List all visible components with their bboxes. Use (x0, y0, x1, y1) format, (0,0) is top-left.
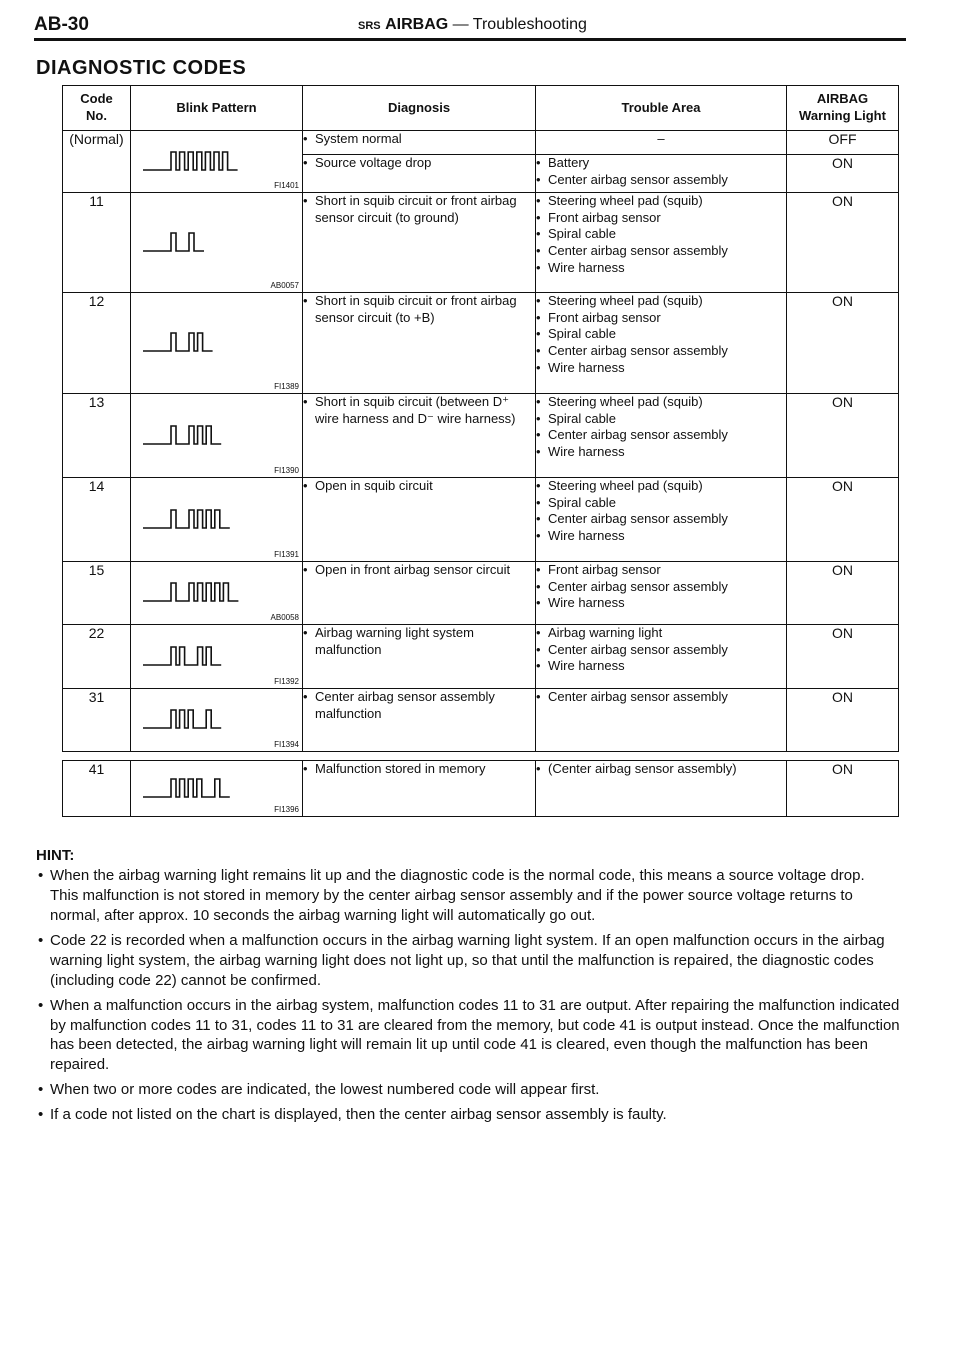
diagnosis-cell-item: • Short in squib circuit (between D⁺ wire harness and D⁻ wire harness) (303, 394, 535, 427)
blink-pattern-waveform (143, 333, 213, 351)
code-cell: 14 (63, 478, 131, 562)
diagnosis-cell-list (303, 478, 535, 495)
trouble-area-cell-list (536, 625, 786, 675)
blink-pattern-waveform (143, 426, 221, 444)
header-light-line1: AIRBAG (816, 91, 869, 107)
trouble-area-cell-list (536, 562, 786, 612)
trouble-area-cell-item: • Steering wheel pad (squib) (536, 293, 786, 310)
diagnosis-cell-list (303, 625, 535, 658)
warning-light-cell: ON (787, 689, 899, 752)
code-cell: 11 (63, 193, 131, 293)
blink-pattern-cell (131, 625, 303, 689)
table-row (63, 625, 899, 689)
header-warning-light (787, 86, 899, 131)
header-code-line1: Code (80, 91, 113, 107)
hint-title: HINT: (36, 847, 75, 864)
diagnosis-cell-item: • Short in squib circuit or front airbag sensor circuit (to +B) (303, 293, 535, 326)
blink-pattern-graphic (143, 506, 232, 534)
figure-id: FI1394 (274, 739, 299, 749)
blink-pattern-cell (131, 394, 303, 478)
blink-pattern-cell (131, 689, 303, 752)
diagnosis-cell-list (303, 394, 535, 427)
trouble-area-cell: – (536, 131, 787, 155)
diagnosis-cell (303, 155, 536, 193)
trouble-area-cell-item: • Front airbag sensor (536, 210, 786, 227)
code-cell: 31 (63, 689, 131, 752)
figure-id: FI1390 (274, 465, 299, 475)
blink-pattern-waveform (143, 510, 230, 528)
trouble-area-cell-item: • Spiral cable (536, 411, 786, 428)
page-number: AB-30 (34, 14, 89, 35)
warning-light-cell: ON (787, 562, 899, 625)
trouble-area-cell (536, 193, 787, 293)
trouble-area-cell-item: • Front airbag sensor (536, 310, 786, 327)
diagnosis-cell (303, 394, 536, 478)
trouble-area-cell (536, 478, 787, 562)
table-gap (63, 752, 899, 761)
trouble-area-cell (536, 761, 787, 817)
trouble-area-cell-list (536, 394, 786, 461)
blink-pattern-graphic (143, 643, 224, 671)
trouble-area-cell-item: • Spiral cable (536, 495, 786, 512)
code-cell: (Normal) (63, 131, 131, 193)
trouble-area-cell-list (536, 761, 786, 778)
code-cell: 12 (63, 293, 131, 394)
header-rule (34, 38, 906, 41)
figure-id: FI1391 (274, 549, 299, 559)
diagnosis-cell-item: • Open in squib circuit (303, 478, 535, 495)
trouble-area-cell-item: • Steering wheel pad (squib) (536, 193, 786, 210)
diagnosis-cell-list (303, 155, 535, 172)
warning-light-cell: OFF (787, 131, 899, 155)
diagnosis-cell-item: • Center airbag sensor assembly malfunction (303, 689, 535, 722)
blink-pattern-graphic (143, 579, 241, 607)
trouble-area-cell-list (536, 689, 786, 706)
diagnosis-cell (303, 625, 536, 689)
srs-label: SRS (358, 20, 381, 32)
warning-light-cell: ON (787, 394, 899, 478)
trouble-area-cell-item: • Wire harness (536, 360, 786, 377)
blink-pattern-graphic (143, 775, 232, 803)
figure-id: AB0058 (270, 612, 299, 622)
hint-item-text: • When the airbag warning light remains lit up and the diagnostic code is the normal code, this means a source voltage drop. (50, 866, 865, 884)
trouble-area-cell-item: • Steering wheel pad (squib) (536, 394, 786, 411)
diagnosis-cell (303, 562, 536, 625)
blink-pattern-waveform (143, 233, 204, 251)
diagnosis-cell-list (303, 193, 535, 226)
figure-id: FI1392 (274, 676, 299, 686)
header-code (63, 86, 131, 131)
diagnostic-codes-table (62, 85, 899, 817)
table-row (63, 293, 899, 394)
trouble-area-cell-list (536, 193, 786, 276)
trouble-area-cell-item: • Airbag warning light (536, 625, 786, 642)
code-cell: 15 (63, 562, 131, 625)
trouble-area-cell-item: • Battery (536, 155, 786, 172)
trouble-area-cell-item: • Wire harness (536, 444, 786, 461)
warning-light-cell: ON (787, 761, 899, 817)
trouble-area-cell-item: • Center airbag sensor assembly (536, 511, 786, 528)
page-title: DIAGNOSTIC CODES (36, 57, 247, 79)
table-row (63, 689, 899, 752)
airbag-label: AIRBAG (385, 16, 449, 33)
blink-pattern-graphic (143, 229, 206, 257)
trouble-area-cell-item: • Front airbag sensor (536, 562, 786, 579)
table-row (63, 761, 899, 817)
trouble-area-cell (536, 689, 787, 752)
warning-light-cell: ON (787, 625, 899, 689)
diagnosis-cell (303, 193, 536, 293)
trouble-area-cell-item: • Spiral cable (536, 326, 786, 343)
trouble-area-cell-list (536, 478, 786, 545)
hint-item: • If a code not listed on the chart is displayed, then the center airbag sensor assembly is faulty. (36, 1105, 902, 1125)
diagnosis-cell-item: • Open in front airbag sensor circuit (303, 562, 535, 579)
trouble-area-cell (536, 155, 787, 193)
hint-section (36, 846, 902, 1130)
header-code-line2: No. (86, 108, 107, 123)
diagnosis-cell-list (303, 131, 535, 148)
section-name: Troubleshooting (472, 16, 587, 33)
trouble-area-cell-item: • Steering wheel pad (squib) (536, 478, 786, 495)
figure-id: FI1389 (274, 381, 299, 391)
trouble-area-cell-item: • Center airbag sensor assembly (536, 343, 786, 360)
diagnosis-cell (303, 293, 536, 394)
blink-pattern-cell (131, 761, 303, 817)
diagnosis-cell-item: • Malfunction stored in memory (303, 761, 535, 778)
trouble-area-cell-item: • Wire harness (536, 260, 786, 277)
warning-light-cell: ON (787, 193, 899, 293)
trouble-area-cell (536, 394, 787, 478)
trouble-area-cell-item: • (Center airbag sensor assembly) (536, 761, 786, 778)
trouble-area-cell-list (536, 293, 786, 376)
warning-light-cell: ON (787, 155, 899, 193)
blink-pattern-waveform (143, 710, 221, 728)
blink-pattern-waveform (143, 152, 238, 170)
blink-pattern-waveform (143, 647, 221, 665)
blink-pattern-graphic (143, 422, 224, 450)
table-row (63, 131, 899, 155)
diagnosis-cell (303, 478, 536, 562)
header-trouble-area: Trouble Area (536, 86, 787, 131)
trouble-area-cell-item: • Center airbag sensor assembly (536, 243, 786, 260)
blink-pattern-waveform (143, 583, 238, 601)
section-title (358, 16, 587, 34)
diagnosis-cell (303, 131, 536, 155)
blink-pattern-cell (131, 293, 303, 394)
trouble-area-cell-item: • Center airbag sensor assembly (536, 427, 786, 444)
figure-id: FI1396 (274, 804, 299, 814)
hint-item-continuation: This malfunction is not stored in memory by the center airbag sensor assembly and if the power source voltage returns to normal, after approx. 10 seconds the airbag warning light will automatically go out. (50, 886, 853, 924)
blink-pattern-cell (131, 193, 303, 293)
trouble-area-cell (536, 293, 787, 394)
figure-id: FI1401 (274, 180, 299, 190)
code-cell: 22 (63, 625, 131, 689)
trouble-area-cell-list (536, 155, 786, 188)
hint-item (36, 866, 902, 926)
hint-item: • When a malfunction occurs in the airbag system, malfunction codes 11 to 31 are output. After repairing the malfunction indicated by malfunction codes 11 to 31, codes 11 to 31 are cleared from the memory, but code 41 is output instead. Once the malfunction has been detected, the airbag warning light will remain lit up until code 41 is cleared, even though the malfunction has been repaired. (36, 996, 902, 1076)
header-blink-pattern: Blink Pattern (131, 86, 303, 131)
blink-pattern-graphic (143, 148, 240, 176)
hint-item: • When two or more codes are indicated, the lowest numbered code will appear first. (36, 1080, 902, 1100)
trouble-area-cell-item: • Center airbag sensor assembly (536, 689, 786, 706)
diagnosis-cell-list (303, 293, 535, 326)
hint-item: • Code 22 is recorded when a malfunction occurs in the airbag warning light system. If an open malfunction occurs in the airbag warning light system, the airbag warning light does not light up, so that until the malfunction is repaired, the diagnostic codes (including code 22) cannot be confirmed. (36, 931, 902, 991)
table-row (63, 562, 899, 625)
table-header-row (63, 86, 899, 131)
table-row (63, 193, 899, 293)
diagnosis-cell-list (303, 689, 535, 722)
trouble-area-cell-item: • Wire harness (536, 528, 786, 545)
page-header (34, 14, 906, 40)
blink-pattern-graphic (143, 706, 224, 734)
blink-pattern-cell (131, 562, 303, 625)
warning-light-cell: ON (787, 478, 899, 562)
table-gap-cell (63, 752, 899, 761)
hint-list (36, 866, 902, 1125)
blink-pattern-graphic (143, 329, 215, 357)
trouble-area-cell (536, 562, 787, 625)
figure-id: AB0057 (270, 280, 299, 290)
blink-pattern-cell (131, 478, 303, 562)
trouble-area-cell-item: • Spiral cable (536, 226, 786, 243)
diagnosis-cell-list (303, 562, 535, 579)
diagnosis-cell (303, 689, 536, 752)
diagnosis-cell-item: • Source voltage drop (303, 155, 535, 172)
trouble-area-cell-item: • Wire harness (536, 658, 786, 675)
warning-light-cell: ON (787, 293, 899, 394)
code-cell: 41 (63, 761, 131, 817)
trouble-area-cell-item: • Center airbag sensor assembly (536, 172, 786, 189)
header-light-line2: Warning Light (799, 108, 886, 123)
diagnosis-cell-list (303, 761, 535, 778)
table-row (63, 394, 899, 478)
trouble-area-cell-item: • Center airbag sensor assembly (536, 642, 786, 659)
diagnosis-cell-item: • System normal (303, 131, 535, 148)
code-cell: 13 (63, 394, 131, 478)
trouble-area-cell-item: • Center airbag sensor assembly (536, 579, 786, 596)
blink-pattern-cell (131, 131, 303, 193)
header-separator: — (452, 16, 469, 33)
diagnosis-cell (303, 761, 536, 817)
trouble-area-cell (536, 625, 787, 689)
blink-pattern-waveform (143, 779, 230, 797)
diagnosis-cell-item: • Airbag warning light system malfunction (303, 625, 535, 658)
header-diagnosis: Diagnosis (303, 86, 536, 131)
trouble-area-cell-item: • Wire harness (536, 595, 786, 612)
diagnosis-cell-item: • Short in squib circuit or front airbag sensor circuit (to ground) (303, 193, 535, 226)
table-row (63, 478, 899, 562)
